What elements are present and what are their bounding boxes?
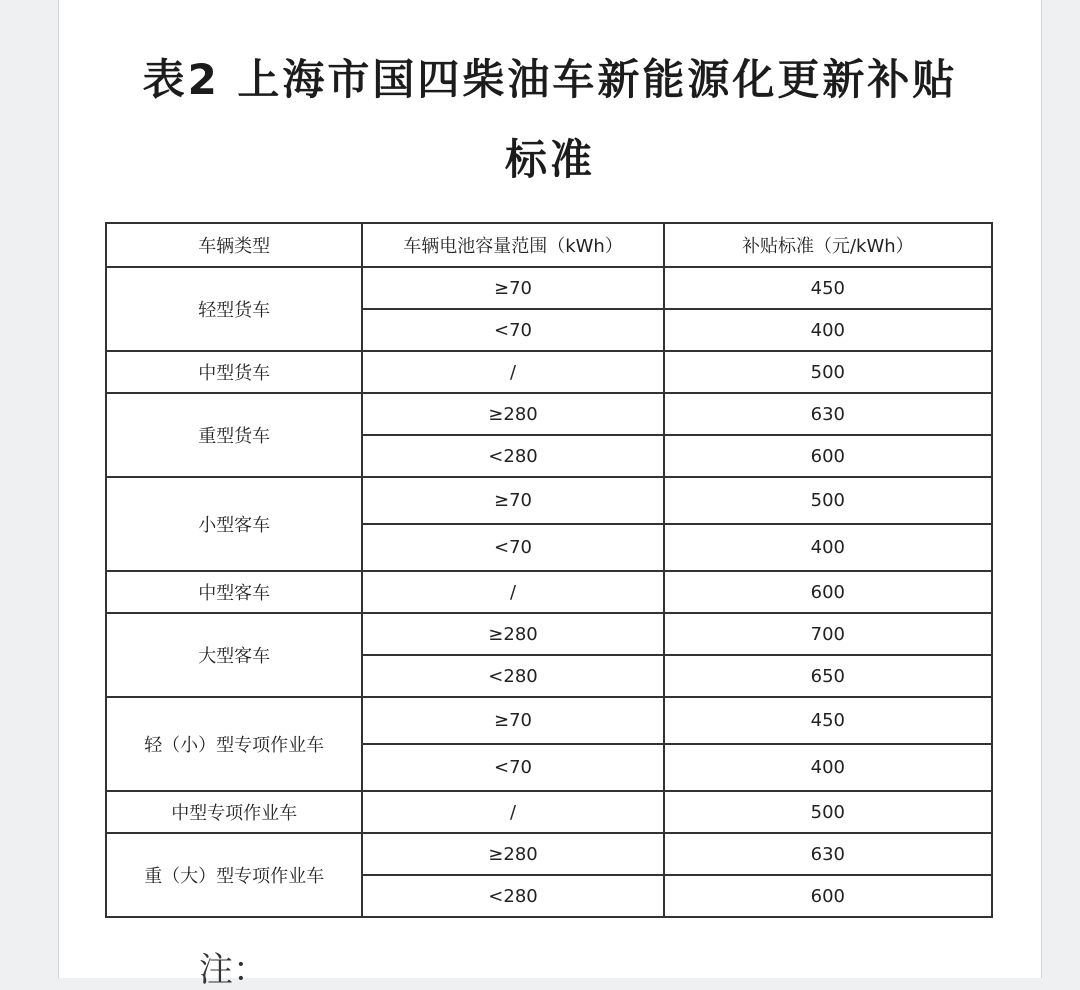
battery-range-cell: ≥70	[362, 267, 663, 309]
note-label: 注：	[199, 950, 267, 990]
battery-range-cell: <70	[362, 524, 663, 571]
subsidy-cell: 650	[664, 655, 992, 697]
subsidy-cell: 500	[664, 791, 992, 833]
table-row	[106, 351, 992, 393]
battery-range-cell: <70	[362, 744, 663, 791]
battery-range-cell: /	[362, 571, 663, 613]
table-row	[106, 267, 992, 309]
table-row	[106, 571, 992, 613]
table-row	[106, 791, 992, 833]
battery-range-cell: ≥280	[362, 833, 663, 875]
vehicle-type-cell: 中型客车	[106, 571, 362, 613]
vehicle-type-cell: 重型货车	[106, 393, 362, 477]
table-row	[106, 833, 992, 875]
table-row	[106, 477, 992, 524]
battery-range-cell: <280	[362, 435, 663, 477]
table-header-row	[106, 223, 992, 267]
subsidy-cell: 450	[664, 267, 992, 309]
title-line-1: 表2 上海市国四柴油车新能源化更新补贴	[142, 55, 958, 104]
table-row	[106, 697, 992, 744]
vehicle-type-cell: 中型货车	[106, 351, 362, 393]
page-title	[59, 40, 1041, 200]
subsidy-cell: 500	[664, 477, 992, 524]
battery-range-cell: <70	[362, 309, 663, 351]
subsidy-cell: 630	[664, 833, 992, 875]
battery-range-cell: ≥70	[362, 477, 663, 524]
battery-range-cell: /	[362, 351, 663, 393]
vehicle-type-cell: 轻（小）型专项作业车	[106, 697, 362, 791]
vehicle-type-cell: 重（大）型专项作业车	[106, 833, 362, 917]
header-vehicle-type: 车辆类型	[106, 223, 362, 267]
subsidy-cell: 600	[664, 435, 992, 477]
table-row	[106, 613, 992, 655]
header-battery-range: 车辆电池容量范围（kWh）	[362, 223, 663, 267]
header-subsidy-standard: 补贴标准（元/kWh）	[664, 223, 992, 267]
vehicle-type-cell: 小型客车	[106, 477, 362, 571]
subsidy-cell: 400	[664, 524, 992, 571]
vehicle-type-cell: 大型客车	[106, 613, 362, 697]
table-row	[106, 393, 992, 435]
battery-range-cell: /	[362, 791, 663, 833]
battery-range-cell: ≥70	[362, 697, 663, 744]
subsidy-table	[105, 222, 993, 918]
vehicle-type-cell: 中型专项作业车	[106, 791, 362, 833]
subsidy-cell: 700	[664, 613, 992, 655]
battery-range-cell: ≥280	[362, 613, 663, 655]
subsidy-cell: 450	[664, 697, 992, 744]
battery-range-cell: <280	[362, 875, 663, 917]
title-line-2: 标准	[504, 135, 595, 184]
vehicle-type-cell: 轻型货车	[106, 267, 362, 351]
subsidy-cell: 600	[664, 875, 992, 917]
subsidy-cell: 500	[664, 351, 992, 393]
document-page	[58, 0, 1042, 990]
subsidy-cell: 600	[664, 571, 992, 613]
battery-range-cell: ≥280	[362, 393, 663, 435]
battery-range-cell: <280	[362, 655, 663, 697]
subsidy-cell: 400	[664, 744, 992, 791]
subsidy-cell: 630	[664, 393, 992, 435]
subsidy-cell: 400	[664, 309, 992, 351]
